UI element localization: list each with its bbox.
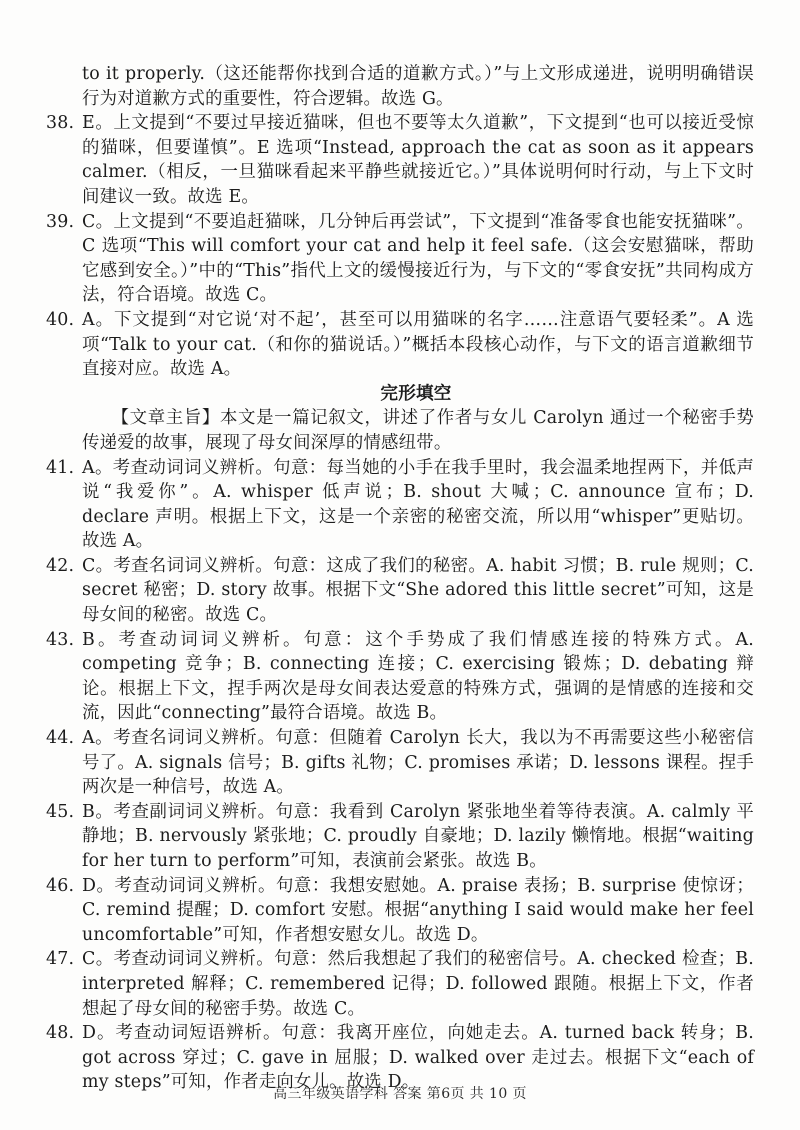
item-text: C。上文提到“不要追赶猫咪，几分钟后再尝试”，下文提到“准备零食也能安抚猫咪”。C 选项“This will comfort your cat and help it feel safe.（这会安慰猫咪，帮助它感到安全。）”中的“This”指代上文的缓慢接近行为，与下文的“零食安抚”共同构成方法，符合语境。故选 C。 bbox=[82, 211, 754, 306]
item-text: A。考查动词词义辨析。句意：每当她的小手在我手里时，我会温柔地捏两下，并低声说“我爱你”。A. whisper 低声说；B. shout 大喊；C. announce 宣布；D. declare 声明。根据上下文，这是一个亲密的秘密交流，所以用“whisper”更贴切。故选 A。 bbox=[82, 457, 754, 552]
item-number: 41. bbox=[46, 457, 75, 478]
section-title-cloze: 完形填空 bbox=[380, 383, 452, 404]
answer-item-41 bbox=[46, 456, 754, 554]
item-text: A。考查名词词义辨析。句意：但随着 Carolyn 长大，我以为不再需要这些小秘密信号了。A. signals 信号；B. gifts 礼物；C. promises 承诺；D. lessons 课程。捏手两次是一种信号，故选 A。 bbox=[82, 728, 754, 798]
item-number: 38. bbox=[46, 113, 75, 134]
item-number: 48. bbox=[46, 1023, 75, 1044]
passage-summary: 【文章主旨】本文是一篇记叙文，讲述了作者与女儿 Carolyn 通过一个秘密手势传递爱的故事，展现了母女间深厚的情感纽带。 bbox=[82, 408, 754, 453]
item-text: C。考查动词词义辨析。句意：然后我想起了我们的秘密信号。A. checked 检查；B. interpreted 解释；C. remembered 记得；D. followed 跟随。根据上下文，作者想起了母女间的秘密手势。故选 C。 bbox=[82, 949, 754, 1019]
answer-content bbox=[46, 62, 754, 1095]
item-text: E。上文提到“不要过早接近猫咪，但也不要等太久道歉”，下文提到“也可以接近受惊的猫咪，但要谨慎”。E 选项“Instead, approach the cat as soon as it appears calmer.（相反，一旦猫咪看起来平静些就接近它。）”具体说明何时行动，与上下文时间建议一致。故选 E。 bbox=[82, 113, 754, 207]
item-number: 44. bbox=[46, 728, 75, 749]
answer-item-43 bbox=[46, 628, 754, 726]
item-number: 43. bbox=[46, 629, 75, 650]
item-text: B。考查动词词义辨析。句意：这个手势成了我们情感连接的特殊方式。A. competing 竞争；B. connecting 连接；C. exercising 锻炼；D. debating 辩论。根据上下文，捏手两次是母女间表达爱意的特殊方式，强调的是情感的连接和交流，因此“connecting”最符合语境。故选 B。 bbox=[82, 629, 754, 724]
answer-item-39 bbox=[46, 210, 754, 308]
item-number: 47. bbox=[46, 949, 75, 970]
item-text: D。考查动词词义辨析。句意：我想安慰她。A. praise 表扬；B. surprise 使惊讶；C. remind 提醒；D. comfort 安慰。根据“anything I said would make her feel uncomfortable”可知，作者想安慰女儿。故选 D。 bbox=[82, 875, 754, 945]
item-number: 46. bbox=[46, 875, 75, 896]
item-text: D。考查动词短语辨析。句意：我离开座位，向她走去。A. turned back 转身；B. got across 穿过；C. gave in 屈服；D. walked over 走过去。根据下文“each of my steps”可知，作者走向女儿。故选 D。 bbox=[82, 1023, 754, 1093]
answer-item-38 bbox=[46, 111, 754, 209]
answer-item-44 bbox=[46, 726, 754, 800]
item-number: 40. bbox=[46, 309, 75, 330]
answer-item-40 bbox=[46, 308, 754, 382]
item-text: C。考查名词词义辨析。句意：这成了我们的秘密。A. habit 习惯；B. rule 规则；C. secret 秘密；D. story 故事。根据下文“She adored this little secret”可知，这是母女间的秘密。故选 C。 bbox=[82, 555, 754, 626]
item-number: 42. bbox=[46, 555, 75, 576]
previous-answer-continuation: to it properly.（这还能帮你找到合适的道歉方式。）”与上文形成递进，说明明确错误行为对道歉方式的重要性，符合逻辑。故选 G。 bbox=[82, 64, 754, 109]
answer-item-46 bbox=[46, 874, 754, 948]
item-number: 39. bbox=[46, 211, 75, 232]
page-footer: 高三年级英语学科 答案 第6页 共 10 页 bbox=[273, 1086, 527, 1102]
answer-item-42 bbox=[46, 554, 754, 628]
item-text: B。考查副词词义辨析。句意：我看到 Carolyn 紧张地坐着等待表演。A. calmly 平静地；B. nervously 紧张地；C. proudly 自豪地；D. lazily 懒惰地。根据“waiting for her turn to perform”可知，表演前会紧张。故选 B。 bbox=[82, 801, 754, 871]
answer-item-45 bbox=[46, 800, 754, 874]
item-text: A。下文提到“对它说‘对不起’，甚至可以用猫咪的名字……注意语气要轻柔”。A 选项“Talk to your cat.（和你的猫说话。）”概括本段核心动作，与下文的语言道歉细节直接对应。故选 A。 bbox=[82, 309, 754, 380]
answer-item-47 bbox=[46, 947, 754, 1021]
item-number: 45. bbox=[46, 801, 75, 822]
